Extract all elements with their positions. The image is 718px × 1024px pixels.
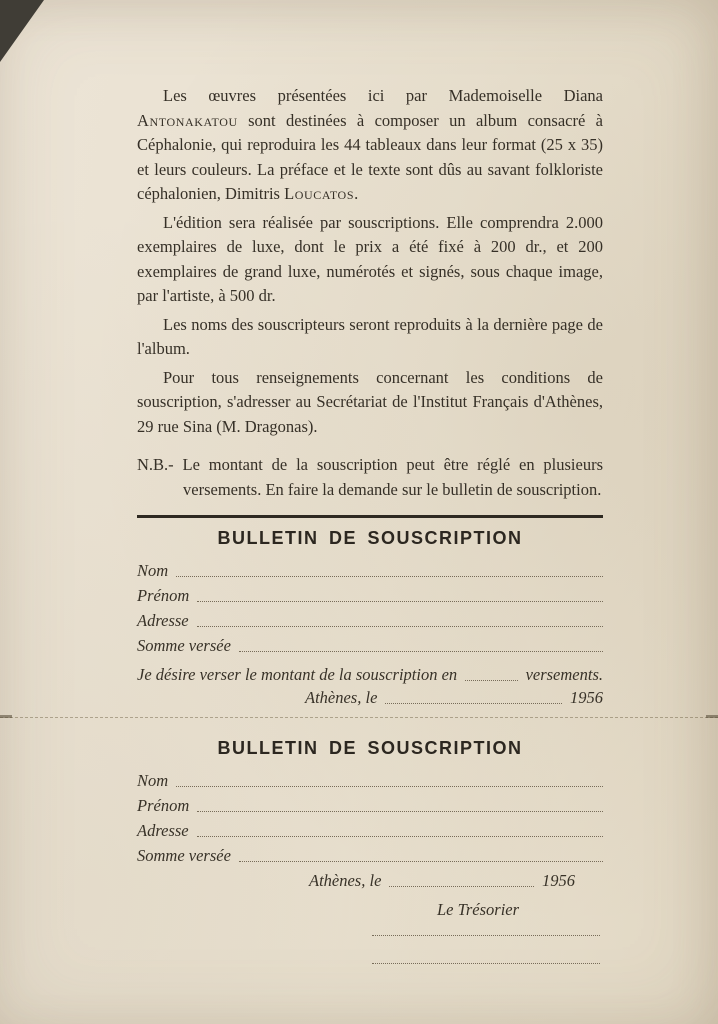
signature-dotted-line bbox=[372, 963, 600, 964]
form-field-nom bbox=[137, 771, 603, 790]
dotted-fill-line bbox=[176, 786, 603, 787]
fold-tick-left bbox=[0, 715, 12, 718]
field-label-prenom: Prénom bbox=[137, 586, 190, 605]
installments-prefix: Je désire verser le montant de la souscription en bbox=[137, 665, 458, 684]
dotted-fill-line bbox=[385, 703, 562, 704]
author-name: Loucatos bbox=[284, 184, 355, 203]
field-label-prenom: Prénom bbox=[137, 796, 190, 815]
paragraph-intro-run: sont destinées à composer un album consacré à Céphalonie, qui reproduira les 44 tableaux dans leur format (25 x 35) et leurs couleurs. La préface et le texte sont dûs au savant folkloriste céphalonien, Dimitris bbox=[137, 110, 603, 203]
field-label-somme-versee: Somme versée bbox=[137, 636, 231, 655]
page-corner-shadow bbox=[0, 0, 44, 62]
bulletin1-title: BULLETIN DE SOUSCRIPTION bbox=[217, 528, 523, 548]
paragraph-intro bbox=[137, 84, 603, 207]
dotted-fill-line bbox=[389, 886, 534, 887]
paragraph-contact: Pour tous renseignements concernant les conditions de souscription, s'adresser au Secrétariat de l'Institut Français d'Athènes, 29 rue Sina (M. Dragonas). bbox=[137, 367, 603, 436]
artist-name: Antonakatou bbox=[137, 110, 238, 130]
treasurer-signature-label: Le Trésorier bbox=[437, 900, 520, 919]
nb-note bbox=[137, 453, 603, 502]
place-date-label: Athènes, le bbox=[305, 688, 378, 707]
form-field-prenom bbox=[137, 586, 603, 605]
fold-perforation-line bbox=[0, 717, 718, 718]
dotted-fill-line bbox=[197, 626, 603, 627]
form-field-adresse bbox=[137, 611, 603, 630]
form-field-prenom bbox=[137, 796, 603, 815]
field-label-nom: Nom bbox=[137, 771, 169, 790]
lower-section bbox=[137, 738, 603, 920]
field-label-adresse: Adresse bbox=[137, 821, 189, 840]
dotted-fill-line bbox=[197, 601, 603, 602]
form-field-somme-versee bbox=[137, 636, 603, 655]
place-date-line bbox=[305, 688, 603, 707]
year-label: 1956 bbox=[570, 688, 603, 707]
form-field-adresse bbox=[137, 821, 603, 840]
signature-dotted-line bbox=[372, 935, 600, 936]
fold-tick-right bbox=[706, 715, 718, 718]
section-divider-rule bbox=[137, 515, 603, 518]
paragraph-intro-run: . bbox=[354, 184, 359, 203]
place-date-label: Athènes, le bbox=[309, 871, 382, 890]
dotted-fill-line bbox=[197, 811, 603, 812]
field-label-somme-versee: Somme versée bbox=[137, 846, 231, 865]
nb-text: Le montant de la souscription peut être réglé en plusieurs versements. En faire la demande sur le bulletin de souscription. bbox=[182, 455, 603, 499]
installments-line bbox=[137, 665, 603, 684]
field-label-adresse: Adresse bbox=[137, 611, 189, 630]
form-field-nom bbox=[137, 561, 603, 580]
dotted-fill-line bbox=[239, 651, 603, 652]
paragraph-edition: L'édition sera réalisée par souscriptions. Elle comprendra 2.000 exemplaires de luxe, dont le prix a été fixé à 200 dr., et 200 exemplaires de grand luxe, numérotés et signés, sous chaque image, par l'artiste, à 500 dr. bbox=[137, 212, 603, 305]
place-date-line bbox=[309, 871, 603, 890]
nb-label: N.B.- bbox=[137, 455, 174, 474]
dotted-fill-line bbox=[465, 680, 517, 681]
form-field-somme-versee bbox=[137, 846, 603, 865]
paragraph-subscribers: Les noms des souscripteurs seront reproduits à la dernière page de l'album. bbox=[137, 314, 603, 358]
bulletin2-title: BULLETIN DE SOUSCRIPTION bbox=[217, 738, 523, 758]
dotted-fill-line bbox=[239, 861, 603, 862]
installments-suffix: versements. bbox=[525, 665, 603, 684]
year-label: 1956 bbox=[542, 871, 575, 890]
dotted-fill-line bbox=[176, 576, 603, 577]
dotted-fill-line bbox=[197, 836, 603, 837]
field-label-nom: Nom bbox=[137, 561, 169, 580]
upper-section bbox=[137, 84, 603, 707]
paragraph-intro-run: Les œuvres présentées ici par Mademoiselle Diana bbox=[163, 86, 603, 105]
